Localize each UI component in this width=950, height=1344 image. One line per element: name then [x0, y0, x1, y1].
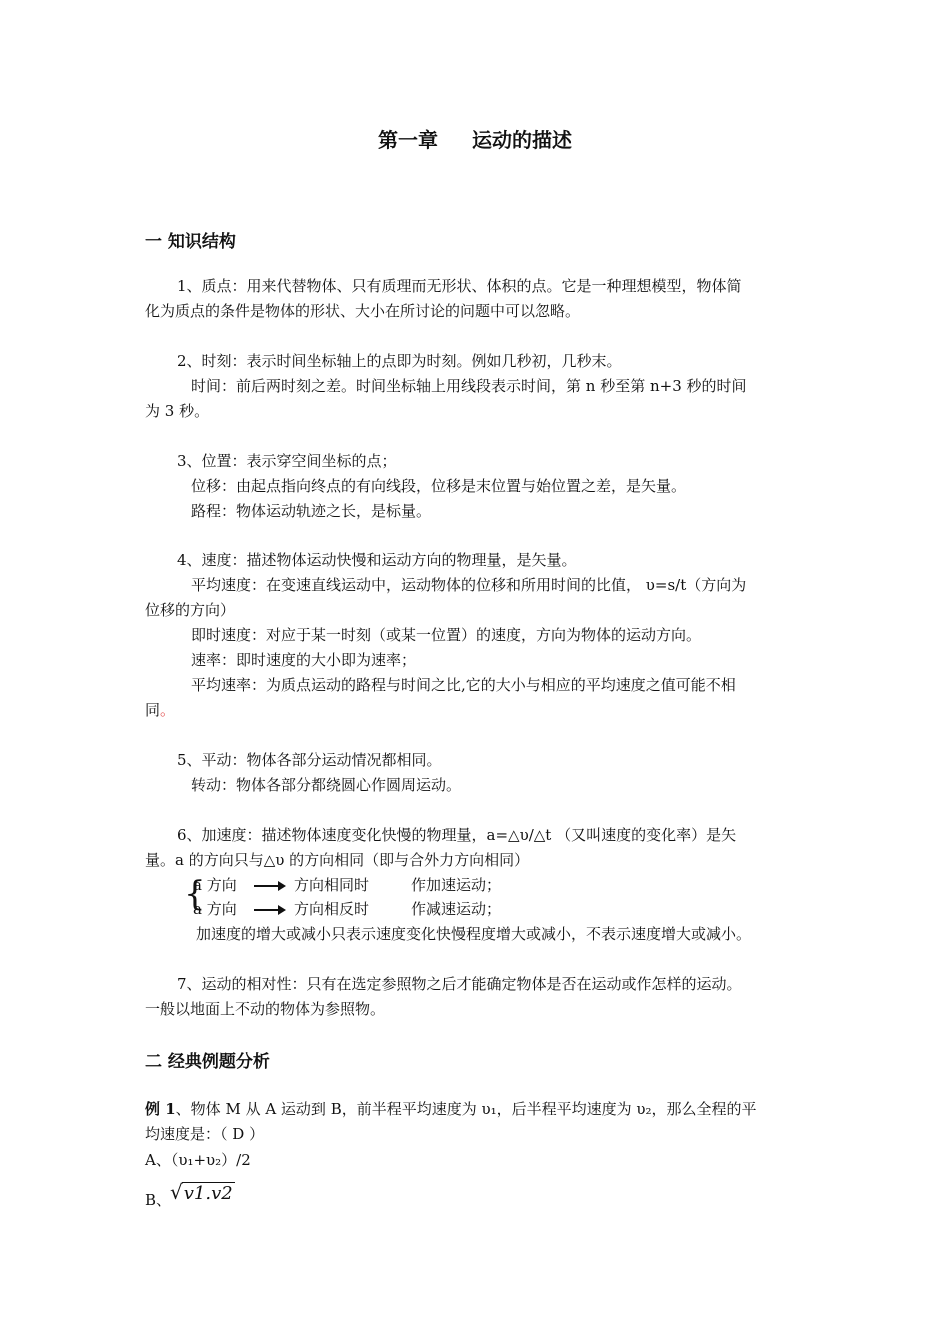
- brace-symbol: {: [184, 874, 206, 914]
- item5-line2: 转动：物体各部分都绕圆心作圆周运动。: [191, 776, 462, 794]
- item4-line7: [145, 700, 175, 720]
- item3-line1: 3、位置：表示穿空间坐标的点；: [177, 452, 397, 470]
- item4-line7-mark: 。: [160, 701, 176, 719]
- example1-label: 例 1: [145, 1100, 176, 1118]
- item6-line5: 加速度的增大或减小只表示速度变化快慢程度增大或减小，不表示速度增大或减小。: [196, 925, 752, 943]
- example1-option-b-label: B、: [145, 1191, 172, 1209]
- example1-option-a: A、（υ₁+υ₂）/2: [145, 1151, 251, 1169]
- example1-text: 、物体 M 从 A 运动到 B，前半程平均速度为 υ₁，后半程平均速度为 υ₂，那么全程的平: [175, 1100, 757, 1118]
- item4-line2: 平均速度：在变速直线运动中，运动物体的位移和所用时间的比值， υ=s/t（方向为: [191, 576, 747, 594]
- item6-row2-b: 方向相反时: [294, 900, 370, 918]
- item4-line4: 即时速度：对应于某一时刻（或某一位置）的速度，方向为物体的运动方向。: [191, 626, 702, 644]
- sqrt-icon: √: [170, 1180, 183, 1204]
- item7-line2: 一般以地面上不动的物体为参照物。: [145, 1000, 386, 1018]
- item3-line3: 路程：物体运动轨迹之长，是标量。: [191, 502, 432, 520]
- arrow-right-icon: [254, 909, 280, 911]
- item7-line1: 7、运动的相对性：只有在选定参照物之后才能确定物体是否在运动或作怎样的运动。: [177, 975, 742, 993]
- sqrt-radicand: v1.v2: [183, 1183, 233, 1204]
- chapter-name: 运动的描述: [472, 128, 572, 152]
- chapter-title: [0, 124, 950, 153]
- item6-line2: 量。a 的方向只与△υ 的方向相同（即与合外力方向相同）: [145, 851, 530, 869]
- item6-row1-c: 作加速运动；: [411, 876, 502, 894]
- item6-row1-a: a 方向: [193, 876, 237, 894]
- item2-line3: 为 3 秒。: [145, 402, 210, 420]
- item4-line5: 速率：即时速度的大小即为速率；: [191, 651, 417, 669]
- item4-line6: 平均速率：为质点运动的路程与时间之比,它的大小与相应的平均速度之值可能不相: [191, 676, 736, 694]
- section-heading-examples: 二 经典例题分析: [145, 1052, 270, 1072]
- arrow-right-icon: [254, 885, 280, 887]
- item1-line2: 化为质点的条件是物体的形状、大小在所讨论的问题中可以忽略。: [145, 302, 581, 320]
- item6-row2-c: 作减速运动；: [411, 900, 502, 918]
- item5-line1: 5、平动：物体各部分运动情况都相同。: [177, 751, 442, 769]
- item4-line3: 位移的方向）: [145, 601, 236, 619]
- example1-line2: 均速度是：（ D ）: [145, 1125, 265, 1143]
- example1-line1: [145, 1099, 757, 1119]
- item2-line1: 2、时刻：表示时间坐标轴上的点即为时刻。例如几秒初，几秒末。: [177, 352, 622, 370]
- item3-line2: 位移：由起点指向终点的有向线段，位移是末位置与始位置之差，是矢量。: [191, 477, 687, 495]
- item6-line1: 6、加速度：描述物体速度变化快慢的物理量，a=△υ/△t （又叫速度的变化率）是矢: [177, 826, 737, 844]
- item2-line2: 时间：前后两时刻之差。时间坐标轴上用线段表示时间，第 n 秒至第 n+3 秒的时间: [191, 377, 747, 395]
- item1-line1: 1、质点：用来代替物体、只有质理而无形状、体积的点。它是一种理想模型，物体简: [177, 277, 742, 295]
- item4-line7-text: 同: [145, 701, 161, 719]
- sqrt-expression: [170, 1180, 235, 1204]
- item4-line1: 4、速度：描述物体运动快慢和运动方向的物理量，是矢量。: [177, 551, 577, 569]
- chapter-number: 第一章: [378, 128, 438, 152]
- item6-row2-a: a 方向: [193, 900, 237, 918]
- section-heading-knowledge: 一 知识结构: [145, 232, 236, 252]
- item6-row1-b: 方向相同时: [294, 876, 370, 894]
